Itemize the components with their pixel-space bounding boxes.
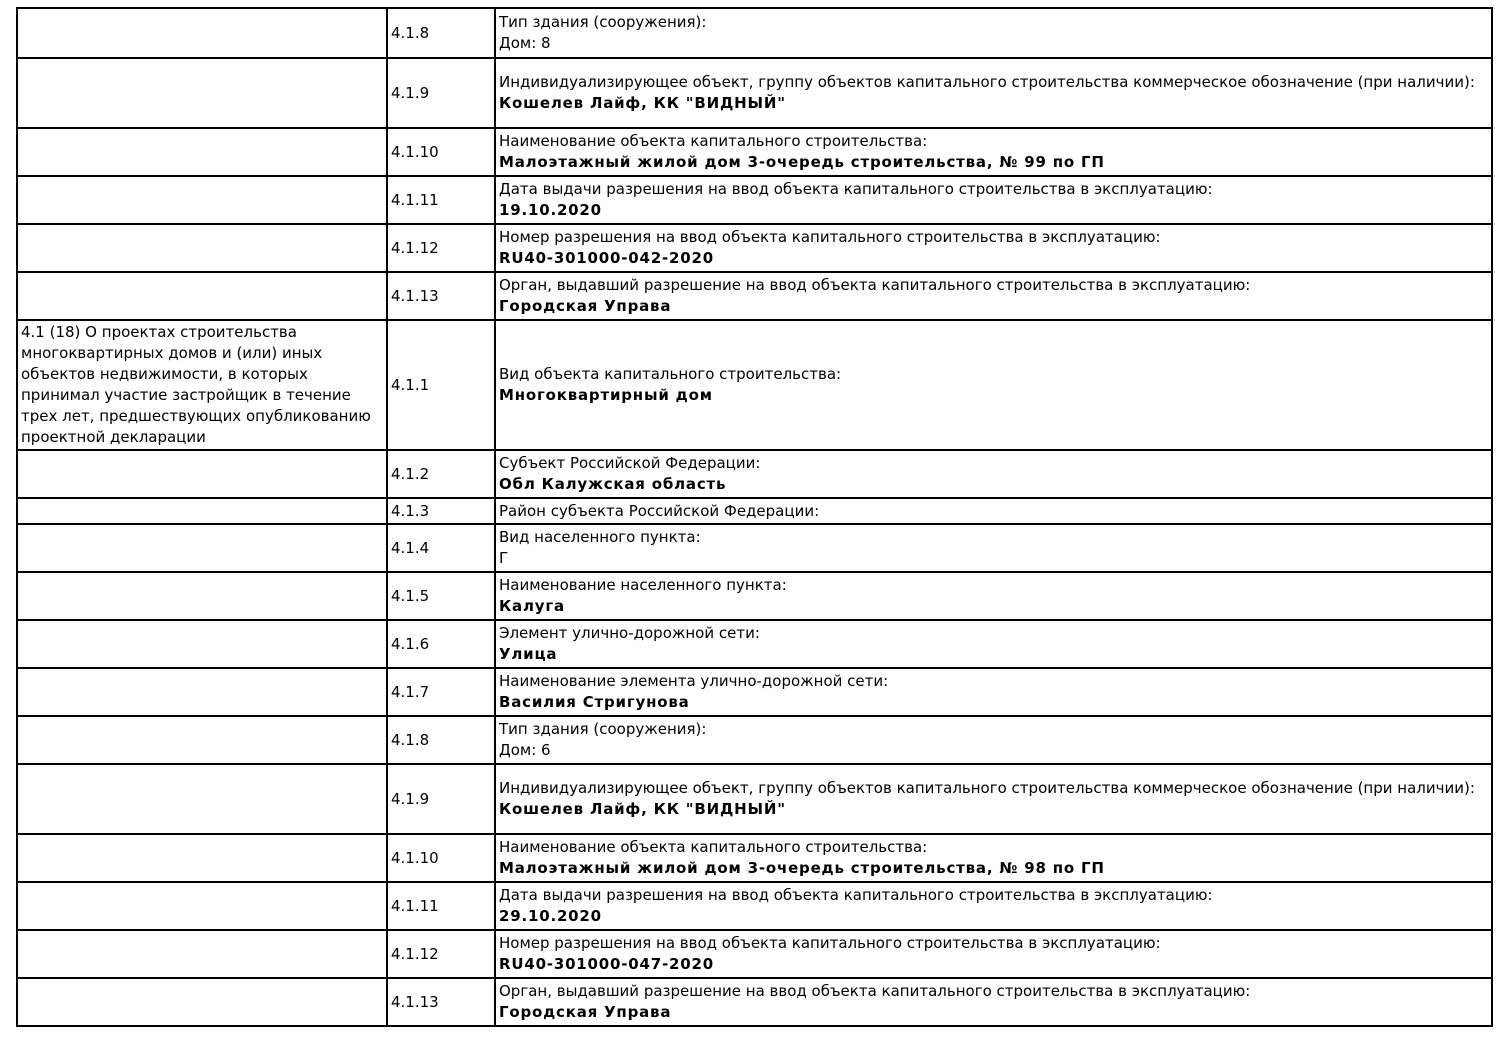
code-cell	[387, 930, 495, 978]
field-value: Малоэтажный жилой дом 3-очередь строительства, № 99 по ГП	[499, 153, 1105, 171]
field-value: Калуга	[499, 597, 565, 615]
section-cell	[17, 524, 387, 572]
row-code: 4.1.3	[391, 501, 430, 520]
table-row	[17, 498, 1492, 524]
section-cell	[17, 498, 387, 524]
content-cell	[495, 58, 1492, 128]
field-value: Многоквартирный дом	[499, 386, 713, 404]
field-label: Тип здания (сооружения):	[499, 13, 707, 31]
table-row	[17, 764, 1492, 834]
field-value: Дом: 6	[499, 741, 551, 759]
code-cell	[387, 834, 495, 882]
code-cell	[387, 882, 495, 930]
field-label: Номер разрешения на ввод объекта капитального строительства в эксплуатацию:	[499, 934, 1161, 952]
section-cell	[17, 572, 387, 620]
field-value: Обл Калужская область	[499, 475, 727, 493]
code-cell	[387, 176, 495, 224]
content-cell	[495, 572, 1492, 620]
table-row	[17, 272, 1492, 320]
row-code: 4.1.6	[391, 634, 430, 653]
content-cell	[495, 882, 1492, 930]
field-label: Орган, выдавший разрешение на ввод объекта капитального строительства в эксплуатацию:	[499, 982, 1251, 1000]
content-cell	[495, 320, 1492, 450]
content-cell	[495, 8, 1492, 58]
section-title: 4.1 (18) О проектах строительства многоквартирных домов и (или) иных объектов недвижимости, в которых принимал участие застройщик в течение трех лет, предшествующих опубликованию проектной декларации	[21, 323, 371, 446]
section-cell	[17, 320, 387, 450]
content-cell	[495, 716, 1492, 764]
field-value: 29.10.2020	[499, 907, 602, 925]
code-cell	[387, 58, 495, 128]
field-value: Улица	[499, 645, 558, 663]
field-value: Василия Стригунова	[499, 693, 690, 711]
field-label: Индивидуализирующее объект, группу объектов капитального строительства коммерческое обозначение (при наличии):	[499, 779, 1475, 797]
row-code: 4.1.1	[391, 375, 430, 394]
code-cell	[387, 668, 495, 716]
table-row	[17, 930, 1492, 978]
field-label: Орган, выдавший разрешение на ввод объекта капитального строительства в эксплуатацию:	[499, 276, 1251, 294]
content-cell	[495, 498, 1492, 524]
field-value: Кошелев Лайф, КК "ВИДНЫЙ"	[499, 94, 786, 112]
content-cell	[495, 524, 1492, 572]
field-value: Г	[499, 549, 509, 567]
code-cell	[387, 764, 495, 834]
code-cell	[387, 572, 495, 620]
code-cell	[387, 524, 495, 572]
table-row	[17, 716, 1492, 764]
code-cell	[387, 8, 495, 58]
code-cell	[387, 272, 495, 320]
table-row	[17, 58, 1492, 128]
code-cell	[387, 128, 495, 176]
row-code: 4.1.7	[391, 682, 430, 701]
table-row	[17, 8, 1492, 58]
table-row	[17, 620, 1492, 668]
field-label: Вид населенного пункта:	[499, 528, 701, 546]
field-value: Дом: 8	[499, 34, 551, 52]
content-cell	[495, 224, 1492, 272]
row-code: 4.1.8	[391, 23, 430, 42]
row-code: 4.1.13	[391, 992, 439, 1011]
field-label: Номер разрешения на ввод объекта капитального строительства в эксплуатацию:	[499, 228, 1161, 246]
content-cell	[495, 176, 1492, 224]
content-cell	[495, 128, 1492, 176]
project-declaration-table	[16, 7, 1493, 1027]
field-label: Район субъекта Российской Федерации:	[499, 501, 820, 520]
row-code: 4.1.9	[391, 789, 430, 808]
field-label: Вид объекта капитального строительства:	[499, 365, 842, 383]
section-cell	[17, 58, 387, 128]
field-label: Наименование населенного пункта:	[499, 576, 787, 594]
row-code: 4.1.11	[391, 896, 439, 915]
section-cell	[17, 128, 387, 176]
row-code: 4.1.8	[391, 730, 430, 749]
row-code: 4.1.12	[391, 238, 439, 257]
row-code: 4.1.4	[391, 538, 430, 557]
code-cell	[387, 978, 495, 1026]
table-row	[17, 978, 1492, 1026]
field-label: Субъект Российской Федерации:	[499, 454, 761, 472]
field-label: Дата выдачи разрешения на ввод объекта капитального строительства в эксплуатацию:	[499, 886, 1213, 904]
section-cell	[17, 450, 387, 498]
table-row	[17, 834, 1492, 882]
table-row	[17, 524, 1492, 572]
row-code: 4.1.2	[391, 464, 430, 483]
table-row	[17, 450, 1492, 498]
section-cell	[17, 764, 387, 834]
code-cell	[387, 450, 495, 498]
field-label: Дата выдачи разрешения на ввод объекта капитального строительства в эксплуатацию:	[499, 180, 1213, 198]
field-value: RU40-301000-047-2020	[499, 955, 714, 973]
section-cell	[17, 882, 387, 930]
field-label: Тип здания (сооружения):	[499, 720, 707, 738]
section-cell	[17, 930, 387, 978]
section-cell	[17, 834, 387, 882]
field-label: Элемент улично-дорожной сети:	[499, 624, 760, 642]
section-cell	[17, 620, 387, 668]
row-code: 4.1.11	[391, 190, 439, 209]
field-label: Индивидуализирующее объект, группу объектов капитального строительства коммерческое обозначение (при наличии):	[499, 73, 1475, 91]
table-row	[17, 176, 1492, 224]
section-cell	[17, 272, 387, 320]
content-cell	[495, 668, 1492, 716]
section-cell	[17, 176, 387, 224]
code-cell	[387, 224, 495, 272]
row-code: 4.1.12	[391, 944, 439, 963]
content-cell	[495, 450, 1492, 498]
field-value: 19.10.2020	[499, 201, 602, 219]
table-row	[17, 668, 1492, 716]
row-code: 4.1.10	[391, 142, 439, 161]
row-code: 4.1.13	[391, 286, 439, 305]
field-value: Городская Управа	[499, 1003, 672, 1021]
row-code: 4.1.10	[391, 848, 439, 867]
section-cell	[17, 8, 387, 58]
field-label: Наименование объекта капитального строительства:	[499, 838, 928, 856]
field-value: Малоэтажный жилой дом 3-очередь строительства, № 98 по ГП	[499, 859, 1105, 877]
section-cell	[17, 716, 387, 764]
code-cell	[387, 620, 495, 668]
content-cell	[495, 930, 1492, 978]
table-row	[17, 224, 1492, 272]
table-row	[17, 128, 1492, 176]
table-row	[17, 572, 1492, 620]
content-cell	[495, 272, 1492, 320]
code-cell	[387, 498, 495, 524]
field-label: Наименование элемента улично-дорожной сети:	[499, 672, 889, 690]
section-cell	[17, 224, 387, 272]
content-cell	[495, 764, 1492, 834]
content-cell	[495, 620, 1492, 668]
row-code: 4.1.5	[391, 586, 430, 605]
content-cell	[495, 978, 1492, 1026]
code-cell	[387, 716, 495, 764]
table-row	[17, 882, 1492, 930]
row-code: 4.1.9	[391, 83, 430, 102]
section-cell	[17, 668, 387, 716]
section-cell	[17, 978, 387, 1026]
field-value: Кошелев Лайф, КК "ВИДНЫЙ"	[499, 800, 786, 818]
field-label: Наименование объекта капитального строительства:	[499, 132, 928, 150]
field-value: RU40-301000-042-2020	[499, 249, 714, 267]
field-value: Городская Управа	[499, 297, 672, 315]
table-row	[17, 320, 1492, 450]
code-cell	[387, 320, 495, 450]
content-cell	[495, 834, 1492, 882]
